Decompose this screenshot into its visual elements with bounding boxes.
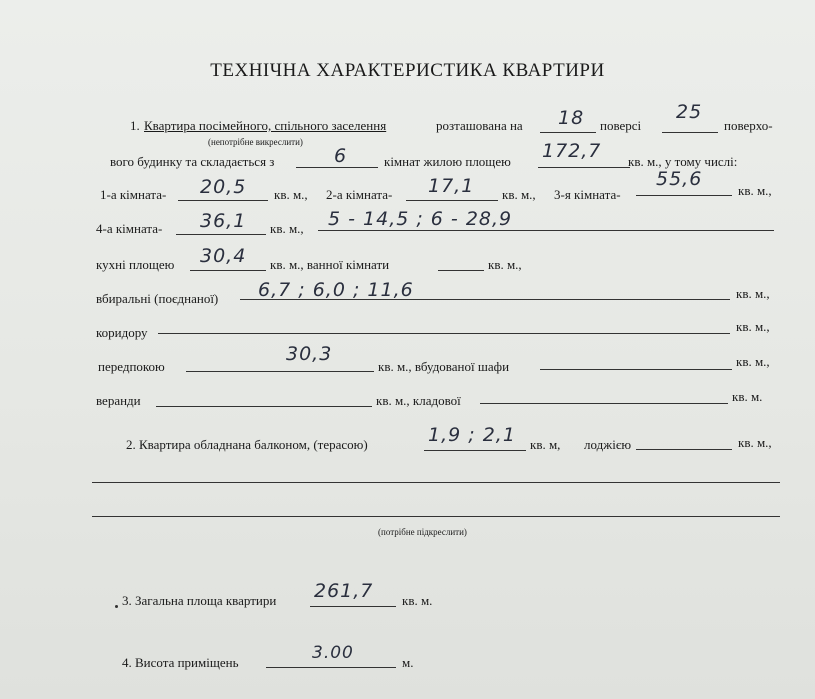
located-label: розташована на [436,118,523,133]
section-1-number: 1. [130,118,140,133]
height-value: 3.00 [312,643,354,663]
storage-unit: кв. м. [732,389,763,404]
floor-label: поверсі [600,118,642,133]
veranda-line [156,406,372,407]
loggia-label: лоджією [584,437,632,452]
kitchen-label: кухні площею [96,257,175,272]
room2-line [406,200,498,201]
bath-label: кв. м., ванної кімнати [270,257,390,272]
corridor-label: коридору [96,325,148,340]
balcony-unit: кв. м, [530,437,561,452]
floor-line [540,132,596,133]
room3-value: 55,6 [656,168,703,190]
document-title: ТЕХНІЧНА ХАРАКТЕРИСТИКА КВАРТИРИ [210,60,605,81]
total-area-value: 261,7 [314,580,374,602]
total-area-unit: кв. м. [402,593,433,608]
hall-line [186,371,374,372]
underline-note: (потрібне підкреслити) [378,527,467,537]
room1-label: 1-а кімната- [100,187,167,202]
rooms-value: 6 [334,145,348,167]
height-line [266,667,396,668]
section-3-text: 3. Загальна площа квартири [122,593,277,608]
wc-value: 6,7 ; 6,0 ; 11,6 [258,279,414,301]
loggia-unit: кв. м., [738,435,772,450]
height-unit: м. [402,655,414,670]
room4-line [176,234,266,235]
room1-line [178,200,268,201]
bath-line [438,270,484,271]
closet-line [540,369,732,370]
room4-value: 36,1 [200,210,247,232]
room2-label: 2-а кімната- [326,187,393,202]
room3-label: 3-я кімната- [554,187,621,202]
closet-unit: кв. м., [736,354,770,369]
wc-unit: кв. м., [736,286,770,301]
corridor-unit: кв. м., [736,319,770,334]
floors-line [662,132,718,133]
room2-value: 17,1 [428,175,475,197]
living-line [538,167,630,168]
room3-line [636,195,732,196]
section-2-text: 2. Квартира обладнана балконом, (терасою) [126,437,368,452]
section-4-text: 4. Висота приміщень [122,655,239,670]
bath-unit: кв. м., [488,257,522,272]
loggia-line [636,449,732,450]
rooms-label: кімнат жилою площею [384,154,511,169]
strike-note: (непотрібне викреслити) [208,137,303,147]
total-area-line [310,606,396,607]
section-2-line-1 [92,482,780,483]
kitchen-value: 30,4 [200,245,247,267]
hall-label: передпокою [98,359,165,374]
building-label: вого будинку та складається з [110,154,275,169]
balcony-line [424,450,526,451]
section-2-line-2 [92,516,780,517]
living-area-label: кв. м., у тому числі: [628,154,738,169]
room2-unit: кв. м., [502,187,536,202]
rooms-line [296,167,378,168]
room4-unit: кв. м., [270,221,304,236]
bullet-dot [115,605,118,608]
floor-value: 18 [558,107,585,129]
veranda-label: веранди [96,393,141,408]
floors-value: 25 [676,101,703,123]
room1-value: 20,5 [200,176,247,198]
corridor-line [158,333,730,334]
hall-value: 30,3 [286,343,333,365]
closet-label: кв. м., вбудованої шафи [378,359,510,374]
living-area-value: 172,7 [542,140,602,162]
wc-label: вбиральні (поєднаної) [96,291,219,306]
storage-line [480,403,728,404]
apartment-type: Квартира посімейного, спільного заселення [144,118,387,133]
storage-label: кв. м., кладової [376,393,461,408]
floors-label: поверхо- [724,118,773,133]
room1-unit: кв. м., [274,187,308,202]
room4-label: 4-а кімната- [96,221,163,236]
rooms-5-6-value: 5 - 14,5 ; 6 - 28,9 [328,208,513,230]
rooms-5-6-line [318,230,774,231]
room3-unit: кв. м., [738,183,772,198]
balcony-value: 1,9 ; 2,1 [428,424,516,446]
kitchen-line [190,270,266,271]
